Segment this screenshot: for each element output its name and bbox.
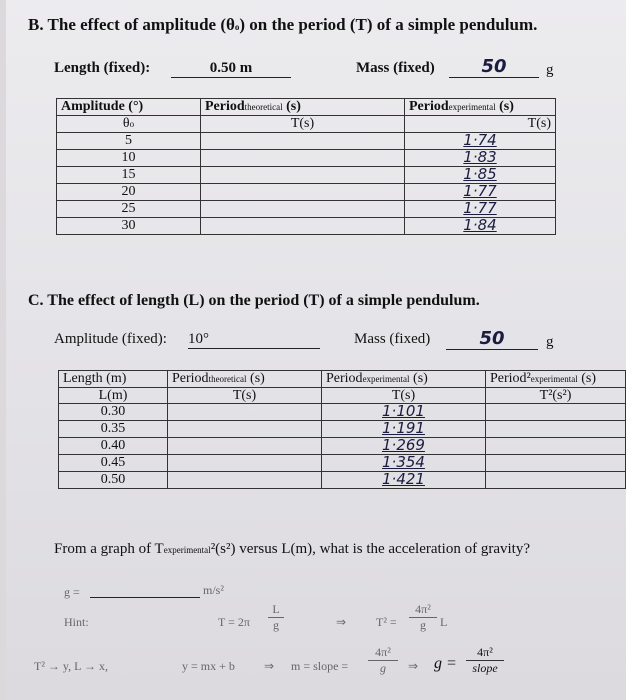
squared-header: Period²experimental (s) [486,371,626,388]
table-row: 0.50 1·421 [59,472,626,489]
length-fixed-label: Length (fixed): [54,60,151,76]
amplitude-header: Amplitude (°) [57,99,201,116]
hint-arrow: ⇒ [336,615,347,629]
table-row: 20 1·77 [57,184,556,201]
g-answer-label: g = [64,585,80,599]
line-arrow: ⇒ [264,659,275,673]
worksheet-page [6,0,626,700]
hint-formula-squared: T² = [376,615,397,629]
mass-unit-b: g [546,62,554,78]
hint-label: Hint: [64,615,89,629]
mass-fixed-value-b: 50 [449,56,539,78]
theoretical-subheader-c: T(s) [168,388,322,404]
mass-unit-c: g [546,334,554,350]
experimental-subheader-c: T(s) [322,388,486,404]
table-row: 0.35 1·191 [59,421,626,438]
squared-subheader: T²(s²) [486,388,626,404]
amplitude-subheader: θo [57,116,201,133]
theoretical-header-c: Periodtheoretical (s) [168,371,322,388]
amplitude-table [56,98,556,235]
hint-fraction-2: 4π² g [409,602,437,633]
experimental-header: Periodexperimental (s) [405,99,556,116]
line-arrow-2: ⇒ [408,659,419,673]
amplitude-fixed-label: Amplitude (fixed): [54,331,167,347]
theoretical-header: Periodtheoretical (s) [201,99,405,116]
hint-formula-l: L [440,615,448,629]
g-answer-unit: m/s² [203,583,224,597]
table-row: 0.40 1·269 [59,438,626,455]
slope-fraction: 4π² g [368,645,398,676]
section-c-title: C. The effect of length (L) on the period (T) of a simple pendulum. [28,292,480,309]
table-row: 0.45 1·354 [59,455,626,472]
g-answer-blank [90,597,200,598]
length-subheader: L(m) [59,388,168,404]
g-equation: g = [434,655,457,672]
length-table [58,370,626,489]
experimental-header-c: Periodexperimental (s) [322,371,486,388]
table-row: 5 1·74 [57,133,556,150]
experimental-subheader: T(s) [405,116,556,133]
mass-fixed-label-c: Mass (fixed) [354,331,431,347]
mass-fixed-label-b: Mass (fixed) [356,60,435,76]
axis-mapping: T² → y, L → x, [34,659,109,673]
table-row: 30 1·84 [57,218,556,235]
gravity-question: From a graph of Texperimental²(s²) versus L(m), what is the acceleration of gravity? [54,541,530,557]
table-row: 15 1·85 [57,167,556,184]
table-row: 10 1·83 [57,150,556,167]
section-b-title: B. The effect of amplitude (θo) on the period (T) of a simple pendulum. [28,15,538,34]
slope-equation: m = slope = [291,659,349,673]
mass-fixed-value-c: 50 [446,328,538,350]
hint-formula-period: T = 2π [218,615,250,629]
table-row: 25 1·77 [57,201,556,218]
length-header: Length (m) [59,371,168,388]
theoretical-subheader: T(s) [201,116,405,133]
g-fraction: 4π² slope [466,645,504,676]
amplitude-fixed-value: 10° [188,331,320,349]
table-row: 0.30 1·101 [59,404,626,421]
length-fixed-value: 0.50 m [171,60,291,78]
line-equation: y = mx + b [182,659,235,673]
hint-fraction: L g [268,602,284,633]
